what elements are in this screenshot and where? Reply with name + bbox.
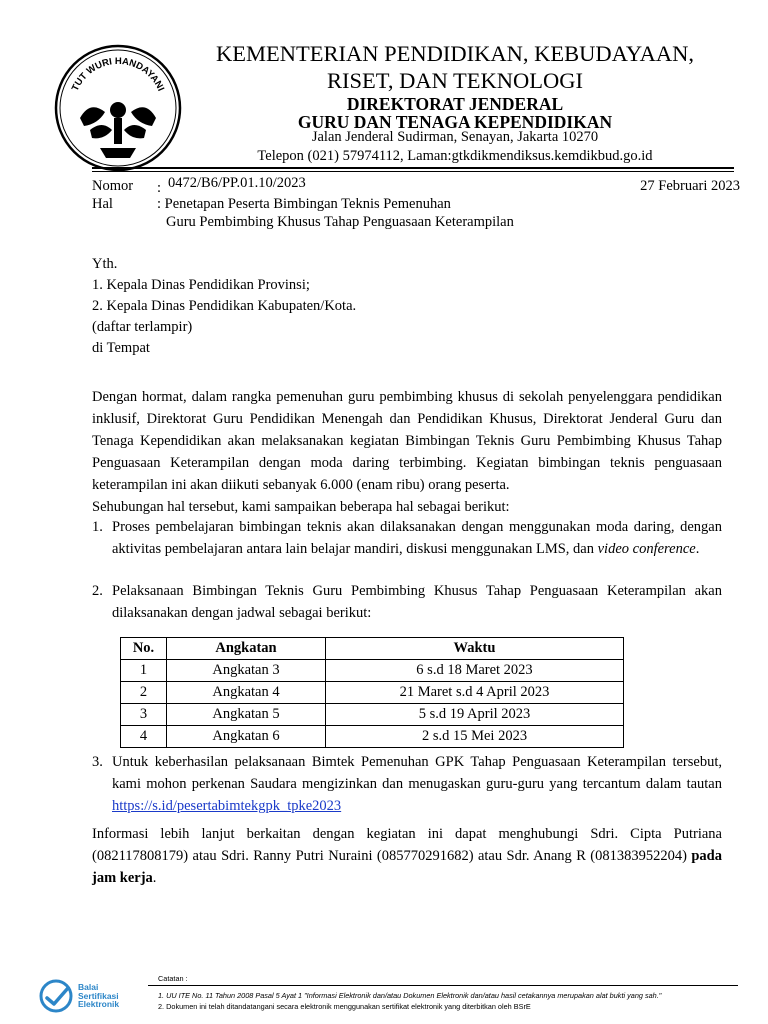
cell-angkatan: Angkatan 6 — [167, 726, 326, 748]
hal-label: Hal — [92, 196, 113, 212]
directorate-line2: GURU DAN TENAGA KEPENDIDIKAN — [297, 112, 613, 132]
point-2-number: 2. — [92, 583, 103, 599]
col-header-angkatan: Angkatan — [167, 638, 326, 660]
bsre-line2: Sertifikasi — [78, 990, 119, 1001]
closing-text: Informasi lebih lanjut berkaitan dengan kegiatan ini dapat menghubungi Sdri. Cipta Putriana (082117808179) atau Sdri. Ranny Putri Nuraini (085770291682) atau Sdr. Anang R (081383952204) — [92, 826, 722, 864]
participants-link[interactable]: https://s.id/pesertabimtekgpk_tpke2023 — [112, 798, 342, 814]
header-rule-thin — [92, 171, 734, 172]
yth-label: Yth. — [92, 256, 118, 272]
recipient-note: (daftar terlampir) — [92, 319, 193, 335]
nomor-colon: : — [157, 180, 162, 196]
logo-motto-text: TUT WURI HANDAYANI — [69, 55, 167, 93]
bsre-line1: Balai — [78, 982, 99, 992]
cell-waktu: 21 Maret s.d 4 April 2023 — [326, 682, 624, 704]
table-row — [121, 660, 624, 682]
closing-paragraph — [92, 823, 722, 889]
point-1-number: 1. — [92, 519, 103, 535]
table-row — [121, 682, 624, 704]
point-1-italic: video conference — [597, 541, 696, 557]
closing-bold: pada jam kerja — [92, 848, 722, 886]
cell-angkatan: Angkatan 3 — [167, 660, 326, 682]
table-row — [121, 726, 624, 748]
point-3 — [92, 751, 722, 817]
bsre-logo-icon — [38, 978, 76, 1014]
cell-no: 4 — [121, 726, 167, 748]
point-3-text: Untuk keberhasilan pelaksanaan Bimtek Pemenuhan GPK Tahap Penguasaan Keterampilan tersebut, kami mohon perkenan Saudara mengizinkan dan menugaskan guru-guru yang tercantum dalam tautan — [112, 754, 722, 792]
bsre-name — [78, 983, 119, 1009]
header-address: Jalan Jenderal Sudirman, Senayan, Jakarta 10270 — [311, 129, 599, 145]
point-1 — [92, 516, 722, 560]
point-1-end: . — [695, 541, 700, 557]
cell-waktu: 5 s.d 19 April 2023 — [326, 704, 624, 726]
footer-rule — [148, 985, 738, 986]
point-2-text: Pelaksanaan Bimbingan Teknis Guru Pembimbing Khusus Tahap Penguasaan Keterampilan akan dilaksanakan dengan jadwal sebagai berikut: — [112, 583, 722, 621]
ministry-logo — [50, 40, 186, 176]
cell-waktu: 6 s.d 18 Maret 2023 — [326, 660, 624, 682]
hal-line1: : Penetapan Peserta Bimbingan Teknis Pemenuhan — [157, 196, 451, 212]
opening-paragraph: Dengan hormat, dalam rangka pemenuhan guru pembimbing khusus di sekolah penyelenggara pendidikan inklusif, Direktorat Guru Pendidikan Menengah dan Pendidikan Khusus, Direktorat Jenderal Guru dan Tenaga Kependidikan akan melaksanakan kegiatan Bimbingan Teknis Guru Pembimbing Khusus Tahap Penguasaan Keterampilan dengan moda daring terbimbing. Kegiatan bimbingan teknis penguasaan keterampilan ini akan diikuti sebanyak 6.000 (enam ribu) orang peserta. — [92, 389, 722, 493]
ministry-name-line2: RISET, DAN TEKNOLOGI — [326, 68, 583, 93]
letter-date: 27 Februari 2023 — [640, 178, 740, 194]
header-rule-thick — [92, 167, 734, 169]
bsre-line3: Elektronik — [78, 999, 120, 1009]
schedule-table — [120, 637, 624, 748]
table-row — [121, 704, 624, 726]
cell-angkatan: Angkatan 4 — [167, 682, 326, 704]
col-header-waktu: Waktu — [326, 638, 624, 660]
recipient-item-1: 1. Kepala Dinas Pendidikan Provinsi; — [92, 277, 310, 293]
recipient-block — [92, 254, 356, 359]
cell-waktu: 2 s.d 15 Mei 2023 — [326, 726, 624, 748]
footer-catatan-label: Catatan : — [158, 974, 188, 983]
point-1-text: Proses pembelajaran bimbingan teknis akan dilaksanakan dengan menggunakan moda daring, dengan aktivitas pembelajaran antara lain belajar mandiri, diskusi menggunakan LMS, dan — [112, 519, 722, 557]
recipient-place: di Tempat — [92, 340, 150, 356]
cell-no: 1 — [121, 660, 167, 682]
ministry-name-line1: KEMENTERIAN PENDIDIKAN, KEBUDAYAAN, — [216, 41, 694, 66]
schedule-header-row — [121, 638, 624, 660]
recipient-item-2: 2. Kepala Dinas Pendidikan Kabupaten/Kota. — [92, 298, 357, 314]
nomor-value: 0472/B6/PP.01.10/2023 — [168, 175, 306, 191]
cell-angkatan: Angkatan 5 — [167, 704, 326, 726]
footer-note-2: 2. Dokumen ini telah ditandatangani secara elektronik menggunakan sertifikat elektronik yang diterbitkan oleh BSrE — [158, 1002, 531, 1011]
schedule-table-wrapper — [120, 637, 624, 748]
closing-end: . — [152, 870, 157, 886]
col-header-no: No. — [121, 638, 167, 660]
nomor-label: Nomor — [92, 178, 134, 194]
cell-no: 2 — [121, 682, 167, 704]
point-2 — [92, 580, 722, 624]
intro-sentence: Sehubungan hal tersebut, kami sampaikan beberapa hal sebagai berikut: — [92, 499, 510, 515]
hal-line2: Guru Pembimbing Khusus Tahap Penguasaan Keterampilan — [166, 214, 514, 230]
footer-note-1: 1. UU ITE No. 11 Tahun 2008 Pasal 5 Ayat 1 "Informasi Elektronik dan/atau Dokumen Elektronik dan/atau hasil cetakannya merupakan alat bukti yang sah." — [158, 991, 662, 1000]
cell-no: 3 — [121, 704, 167, 726]
point-3-number: 3. — [92, 754, 103, 770]
directorate-line1: DIREKTORAT JENDERAL — [346, 94, 564, 114]
header-contact: Telepon (021) 57974112, Laman:gtkdikmendiksus.kemdikbud.go.id — [257, 148, 653, 164]
